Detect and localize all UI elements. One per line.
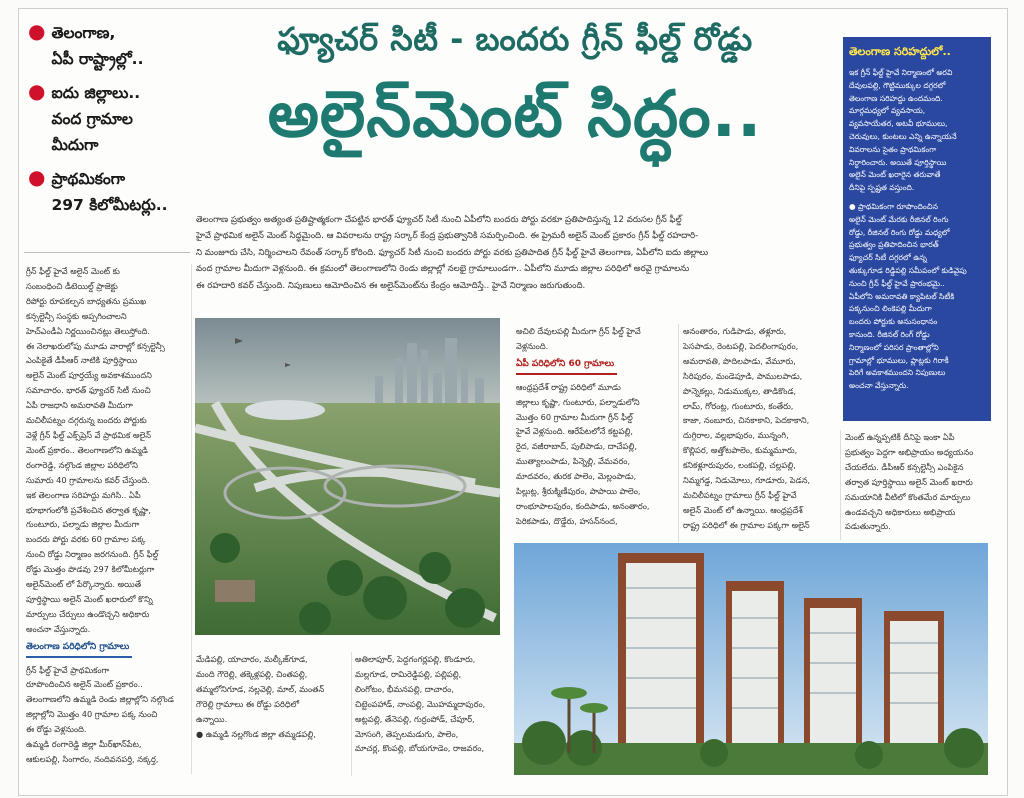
- text-line: ని మంజూరు చేసి, నిర్మించాలని రేవంత్ సర్కార్ కోరింది. ఫ్యూచర్ సిటీ నుంచి బందరు పోర్టు వరకు ప్రతిపాదిత గ్రీన్ ఫీల్డ్ హైవే తెలంగాణ, ఏపీలోని ఐదు జిల్లాలు: [196, 247, 709, 258]
- text-line: అట్లపల్లి, తేనెపల్లి, గుర్రంపోడ్, చేపూర్,: [355, 713, 475, 724]
- text-line: ఏపీలోని అమరావతి క్యాపిటల్ సిటీకి: [849, 291, 955, 301]
- text-line: పెసపాడు, రెంటపల్లి, పెదలింగాపురం,: [683, 340, 799, 351]
- text-line: లింగోటం, భీమనపల్లి, దాచారం,: [355, 683, 454, 694]
- body-column-4: [683, 324, 837, 542]
- text-line: చిట్టెంపహాడ్, నాంపల్లి, మొహమ్మదాపురం,: [355, 698, 486, 709]
- text-line: వంద గ్రామాల మీదుగా వెళ్లనుంది. ఈ క్రమంలో తెలంగాణలోని రెండు జిల్లాల్లో నలభై గ్రామాలుండగా.. ఏపీలోని మూడు జిల్లాల పరిధిలో అరవై గ్రామాలను: [196, 264, 690, 275]
- text-line: ఈ నెలాఖరులోపు మూడు వారాల్లో కన్సల్టెన్సీ: [26, 340, 165, 351]
- bullet-text: ఏపీ రాష్ట్రాల్లో..: [51, 50, 144, 68]
- text-line: వివరాలను సైతం ప్రాథమికంగా: [849, 144, 937, 154]
- text-line: ఇక గ్రీన్ ఫీల్డ్ హైవే నిర్మాణంలో అరవి: [849, 68, 953, 77]
- text-line: గౌరెల్లి గ్రామాలు ఈ రోడ్డు పరిధిలో: [196, 698, 300, 709]
- section-subhead: తెలంగాణ పరిధిలోని గ్రామాలు: [26, 640, 132, 658]
- text-line: ● ప్రాథమికంగా రూపొందించిన: [849, 201, 938, 211]
- sidebar-title: తెలంగాణ సరిహద్దులో..: [849, 45, 951, 58]
- text-line: మెంట్ ఉన్నప్పటికీ దీనిపై ఇంకా ఏపీ: [845, 432, 955, 442]
- text-line: నిర్ధారించారు. అయితే పూర్తిస్థాయి: [849, 157, 947, 167]
- text-line: కన్సల్టెన్సీ సంస్థకు అప్పగించాలని: [26, 310, 127, 321]
- text-line: బందరు పోర్టుకు అనుసంధానం: [849, 317, 938, 327]
- text-line: ఆకులపల్లి, సింగారం, నందివనపర్తి, నక్కర్త,: [26, 754, 159, 764]
- text-line: లామ్, గోరంట్ల, గుంటూరు, కంతేరు,: [683, 400, 794, 411]
- text-line: సిరిపురం, మండెపూడి, పాములపాడు,: [683, 370, 803, 381]
- text-line: మేడిపల్లి, యాచారం, మల్కీజ్‌గూడ,: [196, 654, 308, 664]
- text-line: ఎంపికైతే డీపీఆర్ నాటికి పూర్తిస్థాయి: [26, 355, 138, 366]
- text-line: తెలంగాణ ప్రభుత్వం అత్యంత ప్రతిష్టాత్మకంగా చేపట్టిన భారత్ ఫ్యూచర్ సిటీ నుంచి ఏపీలోని బందరు పోర్టు వరకూ ప్రతిపాదిస్తున్న 12 వరుసల గ్రీన్ ఫీల్డ్: [196, 215, 682, 225]
- text-line: దుగ్గిరాల, వల్లభాపురం, మున్నంగి,: [683, 430, 789, 441]
- bullet-2: [28, 80, 188, 158]
- text-line: సమాచారం. భారత్ ఫ్యూచర్ సిటీ నుంచి: [26, 385, 151, 396]
- text-line: కాజా, నంబూరు, చినకాకాని, పెదకాకాని,: [683, 415, 810, 426]
- text-line: తెలంగాణ సరిహద్దు ఉందమంది.: [849, 93, 943, 103]
- text-line: అనంతారం, గుడిపాడు, తళ్లూరు,: [683, 326, 787, 336]
- body-column-5: [845, 430, 993, 542]
- body-column-1: [26, 264, 188, 774]
- text-line: దేవులపల్లి, గౌట్టిముక్కుల దగ్గరలో: [849, 80, 946, 90]
- text-line: రైద, వజీరాబాద్, పులిపాడు, దాచేపల్లి,: [516, 441, 637, 452]
- text-line: అలైన్ మెంట్ లో ఉన్నాయి. ఆంధ్రప్రదేశ్: [683, 504, 803, 515]
- text-line: మెంట్ ప్రకారం.. తెలంగాణలోని ఉమ్మడి: [26, 444, 148, 455]
- text-line: పొన్నెకల్లు, నిడుముక్కల, తాడికొండ,: [683, 385, 797, 396]
- apartment-buildings-image: [514, 543, 988, 775]
- text-line: సమయానికి వీటిలో కొంతమేర మార్పులు: [845, 491, 971, 502]
- intro-paragraph: [196, 212, 832, 294]
- text-line: పెరిగే అవకాశముందని నిపుణులు: [849, 368, 946, 378]
- divider: [24, 252, 190, 253]
- text-line: అతిలాపూర్, పెద్దగంగర్లపల్లి, కొండూరు,: [355, 654, 476, 664]
- text-line: వ్యవసాయేతర, అటవీ భూములు,: [849, 119, 948, 129]
- text-line: బందరు పోర్టు వరకు 60 గ్రామాల పక్క: [26, 534, 146, 545]
- text-line: నిమ్మగడ్డ, నిడుమోలు, గూడూరు, పెడన,: [683, 475, 811, 486]
- text-line: పక్కనుంచి లింకెపల్లి మీదుగా: [849, 304, 932, 314]
- column-divider: [351, 652, 352, 776]
- text-line: అలైన్ మెంట్ మేరకు రీజినల్ రింగు: [849, 214, 949, 224]
- text-line: తుక్కుగూడ రిడ్డిపల్లి సమీపంలో కుడివైపు: [849, 265, 967, 275]
- text-line: మాచర్ల, కొంపల్లి, బోయగూడెం, రాజవరం,: [355, 743, 485, 754]
- bullet-dot-icon: ●: [28, 79, 46, 103]
- text-line: రూపొందించిన అలైన్ మెంట్ ప్రకారం..: [26, 679, 143, 690]
- text-line: నుంచి రోడ్డు నిర్మాణం జరగనుంది. గ్రీన్ ఫీల్డ్: [26, 549, 159, 560]
- text-line: పూర్తిస్థాయి అలైన్ మెంట్ ఖరారులో కొన్ని: [26, 593, 153, 604]
- sidebar-box: [843, 37, 991, 421]
- text-line: రంగారెడ్డి, నల్గొండ జిల్లాల పరిధిలోని: [26, 459, 138, 470]
- body-column-3-bottom: [355, 652, 511, 776]
- text-line: జిల్లాల్లోని మొత్తం 40 గ్రామాల పక్క నుంచి: [26, 709, 158, 720]
- text-line: రోడ్డు, రీజినల్ రింగు రోడ్డు మధ్యలో: [849, 227, 950, 237]
- text-line: గుంటూరు, పల్నాడు జిల్లాల మీదుగా: [26, 519, 140, 530]
- bullet-dot-icon: ●: [28, 19, 46, 43]
- text-line: మల్లగూడ, రామిరెడ్డిపల్లి, పల్లిపల్లి,: [355, 668, 462, 679]
- column-divider: [191, 264, 192, 774]
- text-line: అంచనా వేస్తున్నారు.: [26, 623, 91, 634]
- text-line: ఈ రహదారి కవర్ చేస్తుంది. నిపుణులు ఆమోదించిన ఈ అలైన్‌మెంట్‌ను కేంద్రం ఆమోదిస్తే.. హైవే నిర్మాణం జరుగుతుంది.: [196, 280, 586, 291]
- text-line: పడుతున్నారు.: [845, 521, 891, 532]
- highlight-bullets: [28, 20, 188, 226]
- text-line: ఉమ్మడి రంగారెడ్డి జిల్లా మీర్‌ఖాన్‌పేట,: [26, 739, 142, 750]
- text-line: సుమారు 40 గ్రామాలను కవర్ చేస్తుంది.: [26, 474, 150, 485]
- text-line: నుంచి గ్రీన్ ఫీల్డ్ హైవే ప్రారంభమై..: [849, 278, 945, 288]
- bullet-text: ప్రాథమికంగా: [51, 170, 126, 188]
- bullet-text: ఐదు జిల్లాలు..: [51, 84, 141, 102]
- futuristic-city-highway-image: [195, 318, 500, 635]
- text-line: మాదవరం, తురక పాలెం, మెల్లంపాడు,: [516, 471, 637, 482]
- text-line: అమరావతి, పొదిలపాడు, వేమూరు,: [683, 355, 796, 366]
- text-line: హైవే వెళ్లనుంది. ఆరేపేటలోనే కట్టపల్లి,: [516, 426, 634, 437]
- bullet-text: 297 కిలోమీటర్లు..: [51, 196, 168, 214]
- body-column-3: [516, 324, 674, 542]
- text-line: మార్గమధ్యలో వ్యవసాయ,: [849, 106, 926, 116]
- text-line: అలైన్ మెంట్ పూర్తయ్యే అవకాశముందని: [26, 370, 152, 381]
- text-line: ఉన్నాయి.: [196, 713, 228, 724]
- text-line: కొల్లిపర, అత్తోటపాలెం, కుమ్మమూరు,: [683, 445, 798, 456]
- text-line: రిపోర్టు రూపకల్పన బాధ్యతను ప్రముఖ: [26, 295, 147, 306]
- main-headline: అలైన్‌మెంట్ సిద్ధం..: [267, 78, 763, 152]
- text-line: ఫ్యూచర్ సిటీ దగ్గరలో ఉన్న: [849, 253, 927, 263]
- text-line: మచిలీపట్నం గ్రామాలు గ్రీన్ ఫీల్డ్ హైవే: [683, 489, 797, 500]
- text-line: ప్రభుత్వం ప్రతిపాదించిన భారత్: [849, 240, 939, 250]
- text-line: మార్పులు చేర్పులు ఉండొచ్చని అధికారు: [26, 608, 150, 619]
- bullet-text: వంద గ్రామాల: [51, 110, 133, 128]
- text-line: అలైన్‌మెంట్ లో పేర్కొన్నారు. అయితే: [26, 579, 142, 590]
- text-line: రాంభూపాలపురం, కందిపాడు, అనంతారం,: [516, 500, 650, 511]
- text-line: అచిలి దేవులపల్లి మీదుగా గ్రీన్ ఫీల్డ్ హైవే: [516, 326, 641, 336]
- text-line: చెరువులు, కుంటలు ఎన్ని ఉన్నాయనే: [849, 131, 957, 141]
- text-line: ఇక తెలంగాణ సరిహద్దు మగిసి.. ఏపీ: [26, 489, 141, 500]
- text-line: మోసంగి, తెప్పలమడుగు, పాలెం,: [355, 728, 459, 739]
- text-line: రోడ్డు మొత్తం పొడవు 297 కిలోమీటర్లుగా: [26, 564, 155, 575]
- text-line: వెళ్లనుంది.: [516, 340, 549, 351]
- bullet-text: తెలంగాణ,: [51, 24, 116, 42]
- text-line: ఆంధ్రప్రదేశ్ రాష్ట్ర పరిధిలో మూడు: [516, 381, 621, 392]
- text-line: సంబంధించి డీటెయిల్డ్ ప్రాజెక్టు: [26, 280, 118, 291]
- text-line: కనికళ్లూరుపురం, లంకపల్లి, చల్లపల్లి,: [683, 460, 796, 471]
- text-line: జిల్లాలు కృష్ణా, గుంటూరు, పల్నాడులోని: [516, 396, 640, 407]
- text-line: ప్రభుత్వం పెద్దగా అభిప్రాయం అధ్యయనం: [845, 446, 974, 457]
- text-line: అలైన్ మెంట్ ఖరారైన తరువాతే: [849, 170, 941, 180]
- column-divider: [840, 430, 841, 540]
- text-line: భూభాగంలోకి ప్రవేశించిన తర్వాత కృష్ణా,: [26, 504, 151, 515]
- text-line: తమ్మలోనిగూడ, నల్లవెల్లి, మాల్, మంతన్: [196, 683, 325, 694]
- text-line: ముత్యాలంపాడు, పిన్నెల్లి, వేమవరం,: [516, 456, 631, 467]
- text-line: నిర్మాణంలో పరిసర ప్రాంతాల్లోని: [849, 342, 939, 352]
- text-line: చేయలేదు. డీపీఆర్ కన్సల్టెన్సీ ఎంపికైన: [845, 461, 964, 472]
- text-line: ఉండవచ్చని అధికారులు అభిప్రాయ: [845, 506, 956, 517]
- bullet-dot-icon: ●: [28, 165, 46, 189]
- kicker-headline: ఫ్యూచర్ సిటీ - బందరు గ్రీన్ ఫీల్డ్ రోడ్డు: [277, 20, 753, 58]
- text-line: ● ఉమ్మడి నల్లగొండ జిల్లా తమ్మడపల్లి,: [196, 728, 316, 739]
- text-line: హెచ్ఎండీఏ నిర్ణయించినట్లు తెలుస్తోంది.: [26, 325, 150, 336]
- text-line: గ్రీన్ ఫీల్డ్ హైవే అలైన్ మెంట్ కు: [26, 266, 120, 276]
- text-line: మంది గౌరెల్లి, తక్కెళ్లపల్లి, చింతపల్లి,: [196, 668, 308, 679]
- text-line: ఏపీ రాజధాని అమరావతి మీదుగా: [26, 400, 133, 411]
- bullet-3: [28, 166, 188, 218]
- text-line: గ్రీన్ ఫీల్డ్ హైవే ప్రాథమికంగా: [26, 664, 110, 675]
- text-line: కానుంది. రీజినల్ రింగ్ రోడ్డు: [849, 329, 930, 339]
- text-line: మచిలీపట్నం దగ్గరున్న బందరు పోర్టుకు: [26, 415, 147, 426]
- text-line: వెళ్లే గ్రీన్ ఫీల్డ్ ఎక్స్‌ప్రెస్ వే ప్రాథమిక అలైన్: [26, 429, 151, 440]
- text-line: పిల్లుట్ల, శ్రీరుక్మిణీపురం, పాపాయి పాలెం,: [516, 486, 641, 497]
- text-line: హైవే ప్రాథమిక అలైన్ మెంట్ సిద్ధమైంది. ఆ వివరాలను రాష్ట్ర సర్కార్ కేంద్ర ప్రభుత్వానికి సమర్పించింది. ఈ ప్రైమరీ అలైన్ మెంట్ ప్రకారం గ్రీన్ ఫీల్డ్ రహదారి-: [196, 231, 699, 242]
- text-line: తెలంగాణలోని ఉమ్మడి రెండు జిల్లాల్లోని నల్గొండ: [26, 694, 174, 705]
- bullet-1: [28, 20, 188, 72]
- bullet-text: మీదుగా: [51, 136, 99, 154]
- text-line: రాష్ట్ర పరిధిలో ఈ గ్రామాల పక్కగా అలైన్: [683, 519, 810, 530]
- column-divider: [678, 324, 679, 542]
- text-line: మొత్తం 60 గ్రామాల మీదుగా గ్రీన్ ఫీల్డ్: [516, 411, 633, 422]
- body-column-2: [196, 652, 348, 776]
- text-line: అంచనా వేస్తున్నారు.: [849, 381, 909, 391]
- text-line: తర్వాత పూర్తిస్థాయి అలైన్ మెంట్ ఖరారు: [845, 476, 973, 487]
- text-line: పెరికపాడు, దొడ్డేరు, హసన్‌నంద,: [516, 515, 618, 526]
- text-line: దీనిపై స్పష్టత వస్తుంది.: [849, 183, 915, 193]
- section-subhead: ఏపీ పరిధిలోని 60 గ్రామాలు: [516, 357, 617, 375]
- text-line: గ్రామాల్లో భూములు, ప్లాట్లకు గిరాకీ: [849, 355, 949, 365]
- text-line: ఈ రోడ్డు వెళ్లనుంది.: [26, 724, 87, 735]
